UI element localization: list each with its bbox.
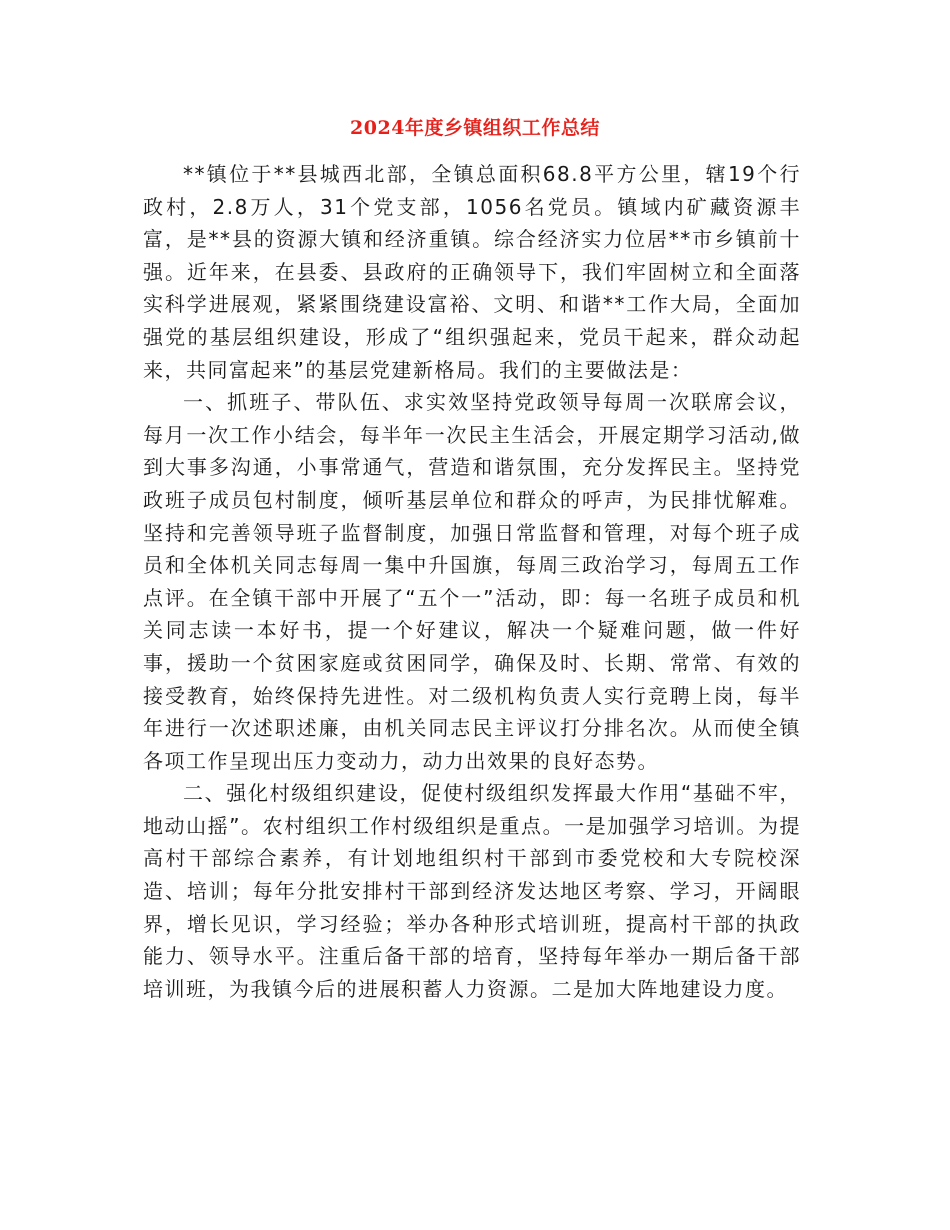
paragraph-section-two: 二、强化村级组织建设，促使村级组织发挥最大作用“基础不牢，地动山摇”。农村组织工作村级组织是重点。一是加强学习培训。为提高村干部综合素养，有计划地组织村干部到市委党校和大专院校深造、培训；每年分批安排村干部到经济发达地区考察、学习，开阔眼界，增长见识，学习经验；举办各种形式培训班，提高村干部的执政能力、领导水平。注重后备干部的培育，坚持每年举办一期后备干部培训班，为我镇今后的进展积蓄人力资源。二是加大阵地建设力度。 xyxy=(143,781,801,1001)
paragraph-intro: **镇位于**县城西北部，全镇总面积68.8平方公里，辖19个行政村，2.8万人，31个党支部，1056名党员。镇域内矿藏资源丰富，是**县的资源大镇和经济重镇。综合经济实力位居**市乡镇前十强。近年来，在县委、县政府的正确领导下，我们牢固树立和全面落实科学进展观，紧紧围绕建设富裕、文明、和谐**工作大局，全面加强党的基层组织建设，形成了“组织强起来，党员干起来，群众动起来，共同富起来”的基层党建新格局。我们的主要做法是： xyxy=(143,162,801,382)
document-title: 2024年度乡镇组织工作总结 xyxy=(350,117,600,139)
document-body xyxy=(143,158,801,1005)
paragraph-section-one: 一、抓班子、带队伍、求实效坚持党政领导每周一次联席会议，每月一次工作小结会，每半年一次民主生活会，开展定期学习活动,做到大事多沟通，小事常通气，营造和谐氛围，充分发挥民主。坚持党政班子成员包村制度，倾听基层单位和群众的呼声，为民排忧解难。坚持和完善领导班子监督制度，加强日常监督和管理，对每个班子成员和全体机关同志每周一集中升国旗，每周三政治学习，每周五工作点评。在全镇干部中开展了“五个一”活动，即：每一名班子成员和机关同志读一本好书，提一个好建议，解决一个疑难问题，做一件好事，援助一个贫困家庭或贫困同学，确保及时、长期、常常、有效的接受教育，始终保持先进性。对二级机构负责人实行竞聘上岗，每半年进行一次述职述廉，由机关同志民主评议打分排名次。从而使全镇各项工作呈现出压力变动力，动力出效果的良好态势。 xyxy=(143,390,801,773)
